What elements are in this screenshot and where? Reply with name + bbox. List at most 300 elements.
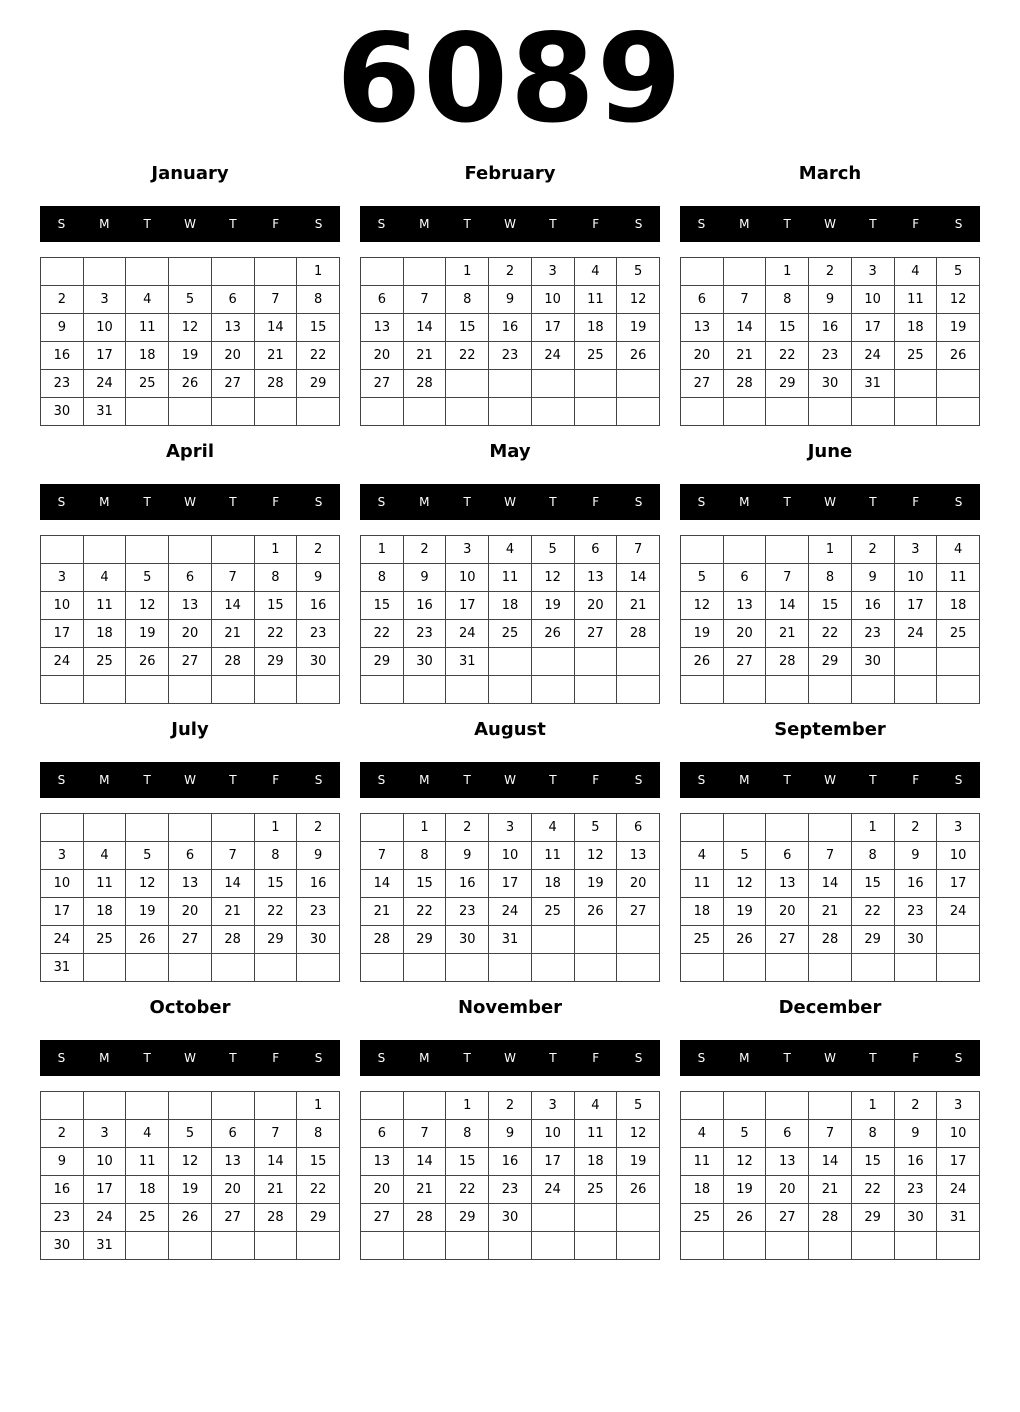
day-cell: 30	[41, 1232, 84, 1260]
day-cell: 17	[937, 1148, 980, 1176]
day-cell	[211, 1232, 254, 1260]
week-row	[361, 898, 660, 926]
day-cell: 6	[361, 286, 404, 314]
weekday-label: S	[634, 773, 643, 787]
day-cell: 19	[937, 314, 980, 342]
day-grid	[680, 535, 980, 704]
month-name: February	[464, 163, 556, 184]
day-cell	[681, 398, 724, 426]
day-cell: 8	[361, 564, 404, 592]
week-row	[41, 1176, 340, 1204]
day-cell: 29	[254, 926, 297, 954]
weekday-label: T	[463, 1051, 471, 1065]
day-cell	[723, 1232, 766, 1260]
weekday-label: M	[99, 1051, 110, 1065]
day-cell: 23	[809, 342, 852, 370]
day-cell: 2	[297, 536, 340, 564]
week-row	[681, 1148, 980, 1176]
week-row	[681, 342, 980, 370]
day-cell: 14	[361, 870, 404, 898]
day-cell: 10	[41, 592, 84, 620]
day-cell: 13	[617, 842, 660, 870]
day-cell: 18	[531, 870, 574, 898]
day-cell	[361, 954, 404, 982]
day-cell	[403, 676, 446, 704]
day-cell: 5	[531, 536, 574, 564]
day-cell	[531, 926, 574, 954]
day-cell: 3	[83, 1120, 126, 1148]
day-cell: 18	[574, 1148, 617, 1176]
week-row	[41, 342, 340, 370]
day-cell	[894, 370, 937, 398]
week-row	[361, 258, 660, 286]
day-cell	[211, 258, 254, 286]
weekday-label: S	[377, 217, 386, 231]
week-row	[361, 536, 660, 564]
week-row	[361, 592, 660, 620]
day-cell: 20	[211, 342, 254, 370]
weekday-label: W	[824, 1051, 836, 1065]
day-cell: 11	[83, 870, 126, 898]
day-cell	[851, 954, 894, 982]
day-cell: 15	[446, 314, 489, 342]
day-cell	[531, 648, 574, 676]
day-cell	[83, 536, 126, 564]
week-row	[681, 258, 980, 286]
day-cell: 14	[403, 314, 446, 342]
day-cell: 22	[254, 620, 297, 648]
day-cell	[531, 1204, 574, 1232]
day-cell	[766, 954, 809, 982]
day-cell	[169, 258, 212, 286]
month-july	[40, 716, 340, 986]
day-cell: 16	[297, 870, 340, 898]
day-cell: 4	[574, 258, 617, 286]
day-cell	[83, 258, 126, 286]
day-cell	[126, 814, 169, 842]
weekday-label: T	[549, 217, 557, 231]
day-cell: 24	[489, 898, 532, 926]
day-cell	[254, 1092, 297, 1120]
day-cell: 7	[809, 1120, 852, 1148]
weekday-label: S	[57, 1051, 66, 1065]
day-cell: 9	[809, 286, 852, 314]
week-row	[681, 1232, 980, 1260]
day-cell	[254, 1232, 297, 1260]
day-cell: 22	[254, 898, 297, 926]
day-cell: 9	[41, 1148, 84, 1176]
week-row	[361, 370, 660, 398]
day-cell: 3	[489, 814, 532, 842]
day-cell: 22	[446, 342, 489, 370]
week-row	[41, 314, 340, 342]
weekday-label: T	[869, 773, 877, 787]
day-cell	[723, 676, 766, 704]
day-cell: 12	[937, 286, 980, 314]
weekday-header	[680, 484, 980, 520]
weekday-label: T	[229, 217, 237, 231]
weekday-label: M	[99, 773, 110, 787]
day-cell: 21	[617, 592, 660, 620]
week-row	[41, 842, 340, 870]
day-cell: 21	[361, 898, 404, 926]
day-cell: 27	[766, 1204, 809, 1232]
day-cell: 22	[851, 1176, 894, 1204]
day-cell	[766, 1092, 809, 1120]
day-cell: 19	[574, 870, 617, 898]
day-cell	[723, 398, 766, 426]
day-cell: 31	[83, 398, 126, 426]
day-cell: 4	[681, 1120, 724, 1148]
day-cell: 30	[41, 398, 84, 426]
day-cell: 29	[766, 370, 809, 398]
day-cell	[126, 676, 169, 704]
weekday-label: W	[504, 495, 516, 509]
day-cell: 13	[766, 1148, 809, 1176]
day-cell: 3	[41, 842, 84, 870]
day-cell: 23	[489, 1176, 532, 1204]
weekday-label: M	[419, 773, 430, 787]
day-cell	[617, 370, 660, 398]
day-cell	[169, 1232, 212, 1260]
weekday-label: M	[99, 495, 110, 509]
week-row	[41, 398, 340, 426]
day-cell	[126, 258, 169, 286]
day-cell	[766, 814, 809, 842]
weekday-header	[680, 206, 980, 242]
day-cell: 24	[531, 1176, 574, 1204]
day-cell: 8	[766, 286, 809, 314]
weekday-label: W	[504, 217, 516, 231]
day-cell: 17	[894, 592, 937, 620]
month-name: August	[474, 719, 546, 740]
weekday-label: F	[912, 773, 920, 787]
week-row	[41, 648, 340, 676]
day-cell: 13	[766, 870, 809, 898]
week-row	[361, 954, 660, 982]
day-grid	[360, 257, 660, 426]
day-cell: 9	[851, 564, 894, 592]
day-cell: 13	[361, 1148, 404, 1176]
day-cell: 11	[83, 592, 126, 620]
day-cell: 7	[361, 842, 404, 870]
day-cell: 19	[681, 620, 724, 648]
day-cell: 4	[681, 842, 724, 870]
week-row	[361, 620, 660, 648]
day-cell: 24	[83, 370, 126, 398]
day-cell: 16	[489, 1148, 532, 1176]
day-cell	[574, 648, 617, 676]
day-cell: 4	[531, 814, 574, 842]
day-cell: 30	[446, 926, 489, 954]
weekday-header	[360, 484, 660, 520]
day-cell: 28	[809, 1204, 852, 1232]
day-cell: 3	[83, 286, 126, 314]
day-cell: 23	[297, 898, 340, 926]
day-cell: 21	[403, 1176, 446, 1204]
day-cell: 22	[297, 342, 340, 370]
month-name: May	[489, 441, 531, 462]
day-cell: 9	[446, 842, 489, 870]
day-cell: 1	[297, 1092, 340, 1120]
day-cell: 25	[126, 1204, 169, 1232]
day-cell: 18	[681, 1176, 724, 1204]
day-cell: 23	[403, 620, 446, 648]
weekday-label: T	[783, 773, 791, 787]
day-cell: 12	[574, 842, 617, 870]
day-cell: 6	[723, 564, 766, 592]
day-cell	[169, 398, 212, 426]
weekday-label: S	[634, 1051, 643, 1065]
week-row	[681, 676, 980, 704]
weekday-label: M	[419, 495, 430, 509]
day-cell: 2	[403, 536, 446, 564]
day-cell: 10	[446, 564, 489, 592]
weekday-header	[40, 1040, 340, 1076]
week-row	[41, 564, 340, 592]
day-cell: 16	[851, 592, 894, 620]
day-cell: 15	[446, 1148, 489, 1176]
week-row	[681, 1176, 980, 1204]
day-cell: 4	[83, 842, 126, 870]
week-row	[41, 870, 340, 898]
week-row	[41, 286, 340, 314]
day-cell: 16	[894, 870, 937, 898]
day-cell: 25	[937, 620, 980, 648]
day-cell: 26	[617, 342, 660, 370]
day-cell	[937, 954, 980, 982]
day-cell: 13	[169, 592, 212, 620]
week-row	[681, 1120, 980, 1148]
day-cell: 18	[83, 898, 126, 926]
day-cell: 6	[681, 286, 724, 314]
day-cell: 13	[361, 314, 404, 342]
weekday-label: W	[824, 773, 836, 787]
weekday-label: M	[739, 217, 750, 231]
day-cell: 26	[169, 1204, 212, 1232]
day-cell: 24	[41, 926, 84, 954]
day-cell: 15	[297, 1148, 340, 1176]
day-cell	[766, 536, 809, 564]
day-cell: 28	[617, 620, 660, 648]
day-cell: 17	[489, 870, 532, 898]
weekday-header	[360, 1040, 660, 1076]
day-cell: 31	[937, 1204, 980, 1232]
day-cell: 28	[809, 926, 852, 954]
day-cell	[617, 648, 660, 676]
day-cell: 20	[211, 1176, 254, 1204]
week-row	[41, 926, 340, 954]
day-cell	[446, 398, 489, 426]
day-cell	[446, 676, 489, 704]
day-cell: 9	[489, 1120, 532, 1148]
weekday-label: F	[272, 1051, 280, 1065]
day-cell	[617, 1232, 660, 1260]
day-cell	[361, 1092, 404, 1120]
day-cell: 15	[361, 592, 404, 620]
day-cell: 27	[169, 648, 212, 676]
day-cell: 17	[531, 1148, 574, 1176]
day-cell: 25	[126, 370, 169, 398]
day-cell: 12	[126, 870, 169, 898]
day-cell: 24	[894, 620, 937, 648]
day-cell	[851, 1232, 894, 1260]
day-cell	[403, 954, 446, 982]
weekday-label: F	[912, 495, 920, 509]
day-cell: 17	[851, 314, 894, 342]
day-cell: 11	[574, 286, 617, 314]
day-cell: 21	[211, 620, 254, 648]
day-cell: 28	[403, 370, 446, 398]
day-cell	[169, 814, 212, 842]
weekday-header	[680, 762, 980, 798]
week-row	[361, 842, 660, 870]
weekday-label: S	[314, 1051, 323, 1065]
day-cell	[254, 954, 297, 982]
day-cell	[489, 398, 532, 426]
week-row	[361, 676, 660, 704]
day-cell: 26	[169, 370, 212, 398]
day-cell: 18	[83, 620, 126, 648]
day-cell: 24	[531, 342, 574, 370]
day-cell: 10	[531, 286, 574, 314]
day-cell: 17	[937, 870, 980, 898]
day-cell: 19	[169, 1176, 212, 1204]
day-cell: 7	[403, 286, 446, 314]
month-name: June	[807, 441, 853, 462]
day-cell	[894, 1232, 937, 1260]
day-cell	[361, 398, 404, 426]
weekday-label: T	[869, 217, 877, 231]
weekday-label: W	[184, 1051, 196, 1065]
day-cell: 9	[894, 1120, 937, 1148]
weekday-label: F	[272, 773, 280, 787]
week-row	[681, 648, 980, 676]
day-cell	[681, 258, 724, 286]
weekday-label: S	[377, 773, 386, 787]
day-cell: 26	[531, 620, 574, 648]
weekday-label: F	[912, 217, 920, 231]
weekday-label: W	[184, 495, 196, 509]
month-february	[360, 160, 660, 430]
day-cell: 26	[574, 898, 617, 926]
day-cell: 2	[297, 814, 340, 842]
weekday-label: T	[229, 1051, 237, 1065]
day-cell	[211, 954, 254, 982]
day-cell	[851, 676, 894, 704]
day-cell: 16	[403, 592, 446, 620]
month-november	[360, 994, 660, 1264]
day-cell: 5	[617, 1092, 660, 1120]
day-cell: 1	[446, 258, 489, 286]
day-cell: 8	[851, 1120, 894, 1148]
day-cell: 9	[489, 286, 532, 314]
weekday-label: T	[229, 495, 237, 509]
month-name: September	[774, 719, 886, 740]
day-cell: 8	[297, 1120, 340, 1148]
day-cell	[169, 536, 212, 564]
weekday-label: S	[634, 217, 643, 231]
week-row	[41, 370, 340, 398]
day-cell: 15	[403, 870, 446, 898]
day-cell: 12	[169, 1148, 212, 1176]
day-cell: 8	[254, 564, 297, 592]
weekday-label: S	[634, 495, 643, 509]
day-cell: 14	[254, 314, 297, 342]
day-cell: 17	[41, 620, 84, 648]
weekday-label: F	[912, 1051, 920, 1065]
day-cell: 26	[937, 342, 980, 370]
day-cell: 1	[766, 258, 809, 286]
day-cell	[361, 676, 404, 704]
day-cell	[809, 814, 852, 842]
week-row	[41, 814, 340, 842]
day-cell	[531, 954, 574, 982]
day-cell: 5	[574, 814, 617, 842]
week-row	[361, 1176, 660, 1204]
day-cell: 23	[41, 370, 84, 398]
day-cell: 19	[723, 898, 766, 926]
weekday-label: S	[314, 773, 323, 787]
day-cell: 16	[297, 592, 340, 620]
day-cell	[361, 1232, 404, 1260]
day-cell	[169, 676, 212, 704]
day-cell: 24	[83, 1204, 126, 1232]
day-cell: 10	[851, 286, 894, 314]
day-cell	[489, 648, 532, 676]
day-cell: 12	[617, 1120, 660, 1148]
week-row	[681, 954, 980, 982]
day-cell	[83, 1092, 126, 1120]
weekday-label: T	[869, 495, 877, 509]
month-name: March	[798, 163, 862, 184]
day-cell: 2	[41, 286, 84, 314]
week-row	[361, 870, 660, 898]
day-cell: 13	[574, 564, 617, 592]
day-cell: 4	[83, 564, 126, 592]
day-cell: 16	[809, 314, 852, 342]
day-cell	[574, 398, 617, 426]
day-cell: 5	[617, 258, 660, 286]
month-may	[360, 438, 660, 708]
day-cell: 1	[361, 536, 404, 564]
week-row	[681, 592, 980, 620]
day-cell: 19	[126, 898, 169, 926]
day-cell: 2	[894, 814, 937, 842]
day-cell	[403, 398, 446, 426]
day-cell: 27	[169, 926, 212, 954]
day-cell: 24	[851, 342, 894, 370]
day-cell: 15	[766, 314, 809, 342]
week-row	[41, 536, 340, 564]
day-cell	[41, 814, 84, 842]
day-cell: 22	[403, 898, 446, 926]
day-cell: 27	[681, 370, 724, 398]
day-cell: 25	[574, 1176, 617, 1204]
day-cell	[681, 676, 724, 704]
day-cell: 14	[211, 870, 254, 898]
weekday-label: F	[592, 1051, 600, 1065]
day-cell: 19	[723, 1176, 766, 1204]
day-cell	[361, 814, 404, 842]
day-cell: 12	[126, 592, 169, 620]
month-september	[680, 716, 980, 986]
day-cell: 23	[489, 342, 532, 370]
day-cell: 26	[617, 1176, 660, 1204]
day-cell: 2	[489, 1092, 532, 1120]
day-cell: 14	[809, 870, 852, 898]
day-cell: 11	[126, 314, 169, 342]
